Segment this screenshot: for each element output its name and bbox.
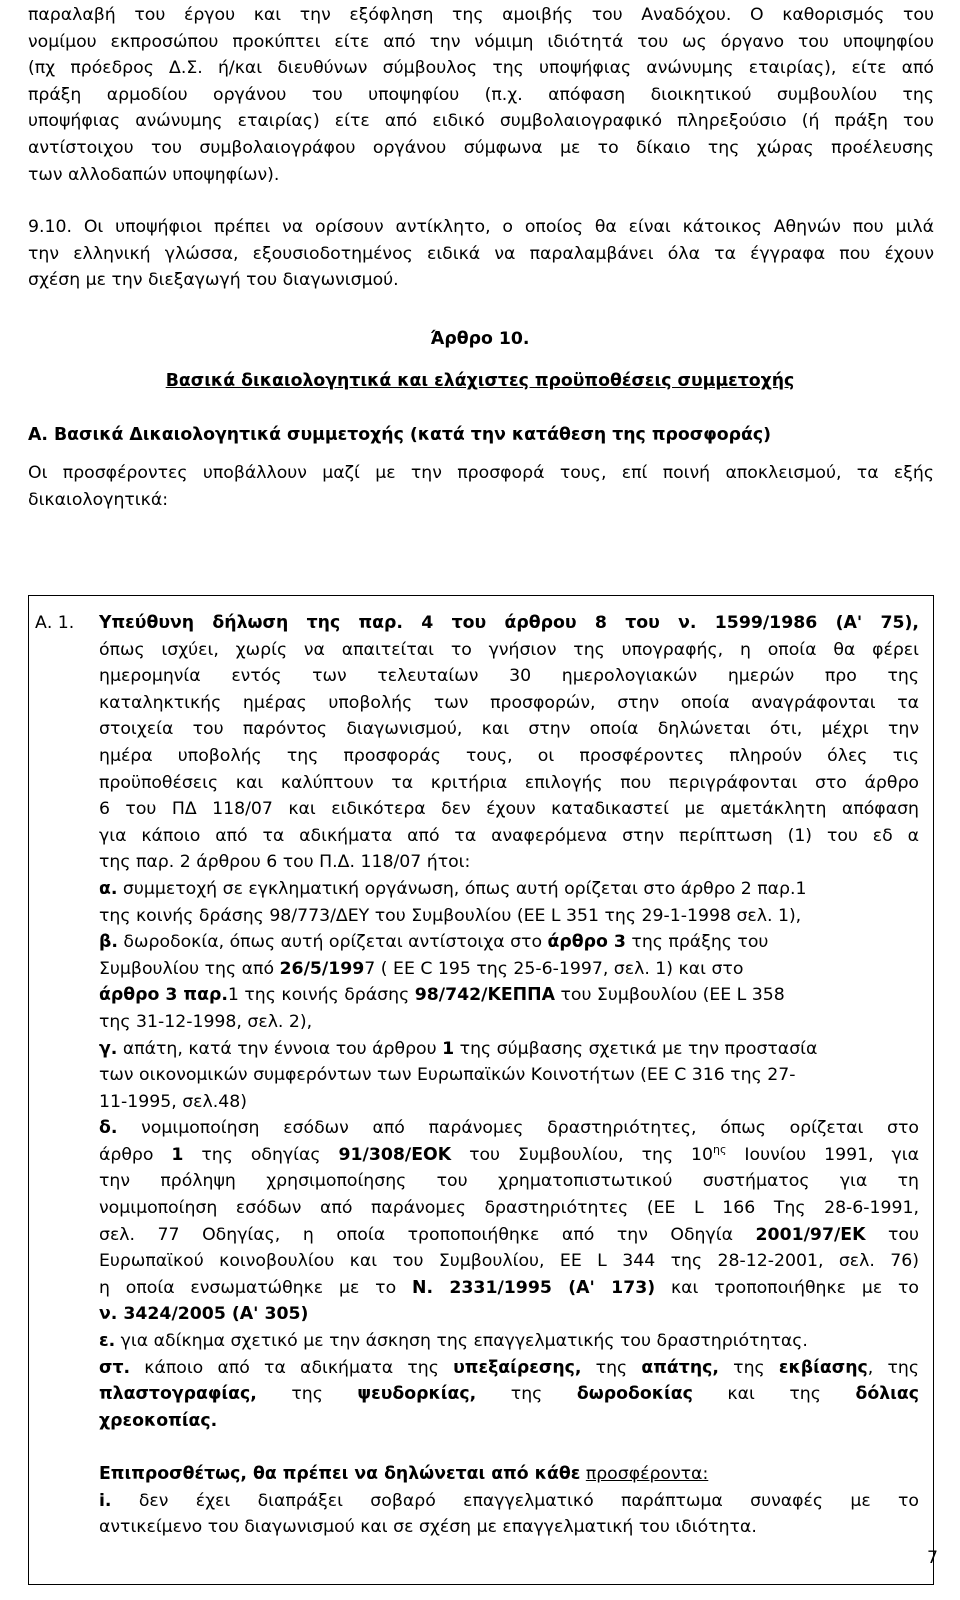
subitem-b-line-3: άρθρο 3 παρ.1 της κοινής δράσης 98/742/ΚΕΠΠΑ του Συμβουλίου (ΕΕ L 358 — [99, 985, 785, 1006]
subitem-f-line-2: πλαστογραφίας, της ψευδορκίας, της δωροδοκίας και της δόλιας — [99, 1384, 919, 1405]
item-body-line: καταληκτικής ημέρας υποβολής των προσφορών, στην οποία αναγράφονται τα — [99, 692, 919, 713]
subitem-b-label: β. — [99, 932, 118, 953]
subitem-a-line-1: α. συμμετοχή σε εγκληματική οργάνωση, όπως αυτή ορίζεται στο άρθρο 2 παρ.1 — [99, 878, 807, 899]
subitem-b-line-2: Συμβουλίου της από 26/5/1997 ( ΕΕ C 195 της 25-6-1997, σελ. 1) και στο — [99, 958, 744, 979]
intro-line-1: παραλαβή του έργου και την εξόφληση της αμοιβής του Αναδόχου. Ο καθορισμός του — [28, 5, 934, 25]
subitem-d-label: δ. — [99, 1118, 118, 1139]
subitem-e-line-1: ε. για αδίκημα σχετικό με την άσκηση της επαγγελματικής του δραστηριότητας. — [99, 1331, 808, 1352]
item-a1-content — [99, 610, 919, 1541]
subitem-a-line-2: της κοινής δράσης 98/773/ΔΕΥ του Συμβουλίου (ΕΕ L 351 της 29-1-1998 σελ. 1), — [99, 905, 802, 926]
subitem-e-label: ε. — [99, 1331, 116, 1352]
item-body-line: 6 του ΠΔ 118/07 και ειδικότερα δεν έχουν καταδικαστεί με αμετάκλητη απόφαση — [99, 799, 919, 820]
intro-line-6: αντίστοιχου του συμβολαιογράφου οργάνου σύμφωνα με το δίκαιο της χώρας προέλευσης — [28, 138, 934, 158]
item-a1-box — [28, 595, 934, 1585]
para-910-line-3: σχέση με την διεξαγωγή του διαγωνισμού. — [28, 270, 399, 291]
section-a-text-1: Οι προσφέροντες υποβάλλουν μαζί με την προσφορά τους, επί ποινή αποκλεισμού, τα εξής — [28, 463, 934, 483]
section-a-text-2: δικαιολογητικά: — [28, 489, 169, 510]
subitem-d-line-5: σελ. 77 Οδηγίας, η οποία τροποποιήθηκε από την Οδηγία 2001/97/ΕΚ του — [99, 1224, 919, 1245]
subitem-c-line-2: των οικονομικών συμφερόντων των Ευρωπαϊκών Κοινοτήτων (ΕΕ C 316 της 27- — [99, 1065, 796, 1086]
intro-line-7: των αλλοδαπών υποψηφίων). — [28, 164, 280, 185]
intro-line-2: νομίμου εκπροσώπου προκύπτει είτε από την νόμιμη ιδιότητά του ως όργανο του υποψηφίου — [28, 31, 934, 52]
article-number: Άρθρο 10. — [430, 329, 530, 349]
intro-line-3: (πχ πρόεδρος Δ.Σ. ή/και διευθύνων σύμβουλος της υποψήφιας ανώνυμης εταιρίας), είτε από — [28, 58, 934, 79]
extra-heading: Επιπροσθέτως, θα πρέπει να δηλώνεται από κάθε προσφέροντα: — [99, 1464, 709, 1484]
extra-i-line-1: i. δεν έχει διαπράξει σοβαρό επαγγελματικό παράπτωμα συναφές με το — [99, 1490, 919, 1511]
subitem-f-line-1: στ. κάποιο από τα αδικήματα της υπεξαίρεσης, της απάτης, της εκβίασης, της — [99, 1357, 919, 1378]
item-body-line: προϋποθέσεις και καλύπτουν τα κριτήρια επιλογής που περιγράφονται στο άρθρο — [99, 772, 919, 793]
subitem-d-line-3: την πρόληψη χρησιμοποίησης του χρηματοπιστωτικού συστήματος για τη — [99, 1171, 919, 1192]
subitem-d-line-1: δ. νομιμοποίηση εσόδων από παράνομες δραστηριότητες, όπως ορίζεται στο — [99, 1118, 919, 1139]
item-body-line: ημέρα υποβολής της προσφοράς τους, οι προσφέροντες πληρούν όλες τις — [99, 745, 919, 766]
page-number: 7 — [927, 1548, 938, 1568]
item-body-line: ημερομηνία εντός των τελευταίων 30 ημερολογιακών ημερών προ της — [99, 666, 919, 687]
item-body-line: της παρ. 2 άρθρου 6 του Π.Δ. 118/07 ήτοι: — [99, 852, 471, 873]
subitem-b-line-1: β. δωροδοκία, όπως αυτή ορίζεται αντίστοιχα στο άρθρο 3 της πράξης του — [99, 932, 769, 953]
subitem-d-line-4: νομιμοποίηση εσόδων από παράνομες δραστηριότητες (ΕΕ L 166 Της 28-6-1991, — [99, 1198, 919, 1219]
subitem-d-line-8: ν. 3424/2005 (Α' 305) — [99, 1304, 309, 1325]
subitem-c-label: γ. — [99, 1038, 118, 1059]
subitem-f-line-3: χρεοκοπίας. — [99, 1410, 218, 1431]
section-a-heading: Α. Βασικά Δικαιολογητικά συμμετοχής (κατά την κατάθεση της προσφοράς) — [28, 425, 771, 445]
item-body-line: για κάποιο από τα αδικήματα από τα αναφερόμενα στην περίπτωση (1) του εδ α — [99, 825, 919, 846]
extra-i-label: i. — [99, 1490, 112, 1511]
subitem-f-label: στ. — [99, 1357, 131, 1378]
item-body-line: όπως ισχύει, χωρίς να απαιτείται το γνήσιον της υπογραφής, η οποία θα φέρει — [99, 639, 919, 660]
subitem-b-line-4: της 31-12-1998, σελ. 2), — [99, 1011, 313, 1032]
extra-i-line-2: αντικείμενο του διαγωνισμού και σε σχέση με επαγγελματική του ιδιότητα. — [99, 1517, 757, 1538]
para-910-line-1: 9.10. Οι υποψήφιοι πρέπει να ορίσουν αντίκλητο, ο οποίος θα είναι κάτοικος Αθηνών που μιλά — [28, 217, 934, 237]
subitem-d-line-2: άρθρο 1 της οδηγίας 91/308/ΕΟΚ του Συμβουλίου, της $10^{\eta\varsigma}$ Ιουνίου 1991, για — [99, 1142, 919, 1165]
subitem-d-line-7: η οποία ενσωματώθηκε με το Ν. 2331/1995 (Α' 173) και τροποποιήθηκε με το — [99, 1277, 919, 1298]
spacer — [99, 1434, 919, 1461]
subitem-d-line-6: Ευρωπαϊκού κοινοβουλίου και του Συμβουλίου, ΕΕ L 344 της 28-12-2001, σελ. 76) — [99, 1251, 919, 1272]
article-title: Βασικά δικαιολογητικά και ελάχιστες προϋποθέσεις συμμετοχής — [165, 371, 795, 391]
intro-line-5: υποψήφιας ανώνυμης εταιρίας) είτε από ειδικό συμβολαιογραφικό πληρεξούσιο (ή πράξη του — [28, 111, 934, 132]
subitem-c-line-3: 11-1995, σελ.48) — [99, 1091, 247, 1112]
subitem-c-line-1: γ. απάτη, κατά την έννοια του άρθρου 1 της σύμβασης σχετικά με την προστασία — [99, 1038, 818, 1059]
intro-line-4: πράξη αρμοδίου οργάνου του υποψηφίου (π.χ. απόφαση διοικητικού συμβουλίου της — [28, 84, 934, 105]
item-number: Α. 1. — [35, 613, 75, 633]
subitem-a-label: α. — [99, 878, 118, 899]
para-910-line-2: την ελληνική γλώσσα, εξουσιοδοτημένος ειδικά να παραλαμβάνει όλα τα έγγραφα που έχουν — [28, 243, 934, 264]
item-body-line: στοιχεία του παρόντος διαγωνισμού, και στην οποία δηλώνεται ότι, μέχρι την — [99, 719, 919, 740]
item-title: Υπεύθυνη δήλωση της παρ. 4 του άρθρου 8 του ν. 1599/1986 (Α' 75), — [99, 613, 919, 633]
